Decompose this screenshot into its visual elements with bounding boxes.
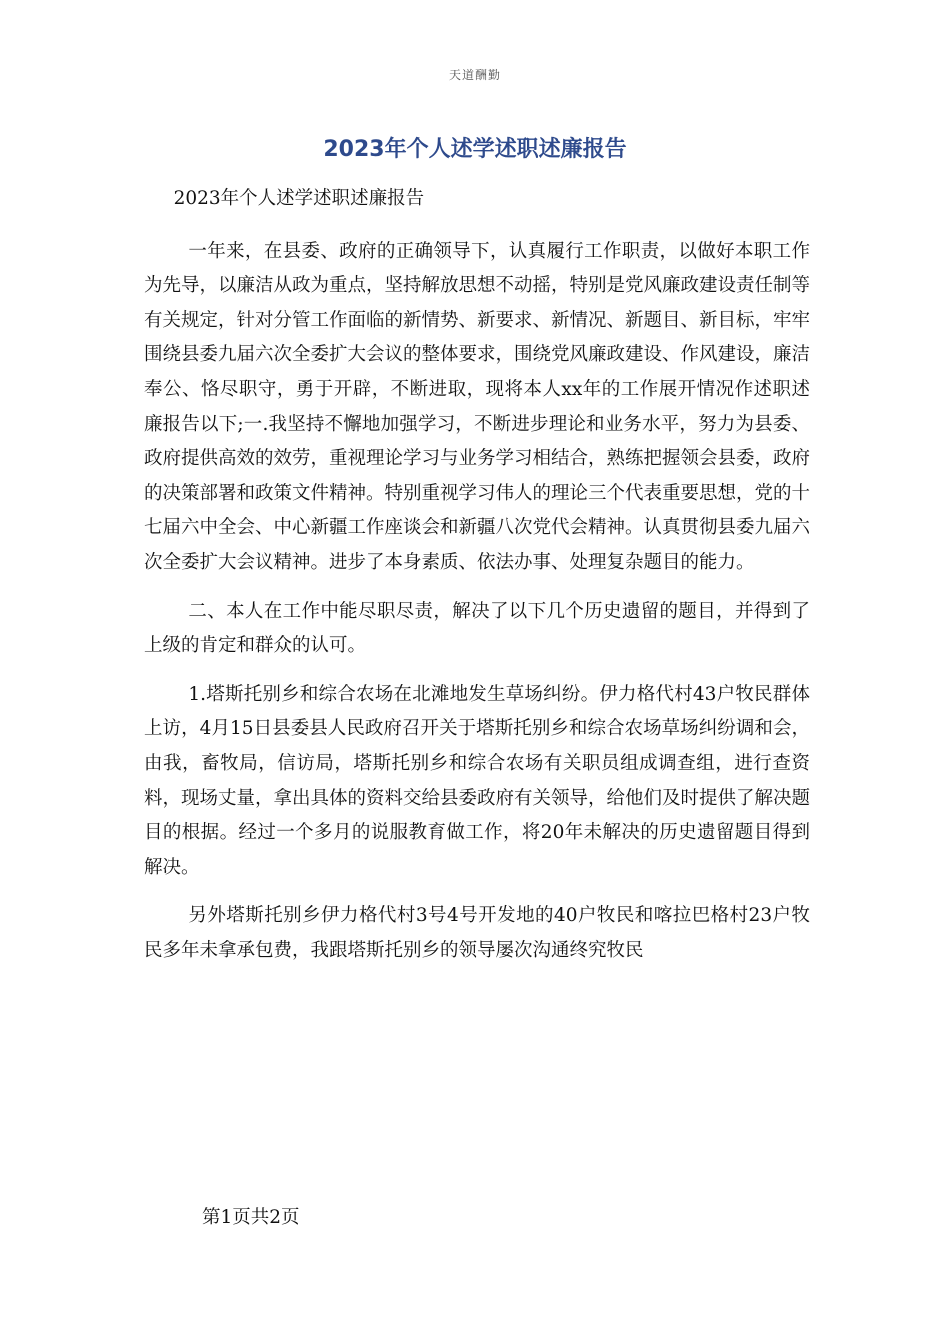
paragraph-1: 一年来，在县委、政府的正确领导下，认真履行工作职责，以做好本职工作为先导，以廉洁从政为重点，坚持解放思想不动摇，特别是党风廉政建设责任制等有关规定，针对分管工作面临的新情势、新要求、新情况、新题目、新目标，牢牢围绕县委九届六次全委扩大会议的整体要求，围绕党风廉政建设、作风建设，廉洁奉公、恪尽职守，勇于开辟，不断进取，现将本人xx年的工作展开情况作述职述廉报告以下;一.我坚持不懈地加强学习，不断进步理论和业务水平，努力为县委、政府提供高效的效劳，重视理论学习与业务学习相结合，熟练把握领会县委，政府的决策部署和政策文件精神。特别重视学习伟人的理论三个代表重要思想，党的十七届六中全会、中心新疆工作座谈会和新疆八次党代会精神。认真贯彻县委九届六次全委扩大会议精神。进步了本身素质、依法办事、处理复杂题目的能力。: [144, 240, 811, 573]
paragraph-3: 1.塔斯托别乡和综合农场在北滩地发生草场纠纷。伊力格代村43户牧民群体上访，4月15日县委县人民政府召开关于塔斯托别乡和综合农场草场纠纷调和会，由我，畜牧局，信访局，塔斯托别乡和综合农场有关职员组成调查组，进行查资料，现场丈量，拿出具体的资料交给县委政府有关领导，给他们及时提供了解决题目的根据。经过一个多月的说服教育做工作，将20年未解决的历史遗留题目得到解决。: [144, 683, 811, 878]
page-number-label: 第1页共2页: [202, 1207, 300, 1228]
header-watermark-text: 天道酬勤: [448, 68, 501, 82]
document-subtitle: 2023年个人述学述职述廉报告: [173, 188, 425, 209]
document-title: 2023年个人述学述职述廉报告: [323, 137, 627, 162]
paragraph-2: 二、本人在工作中能尽职尽责，解决了以下几个历史遗留的题目，并得到了上级的肯定和群众的认可。: [144, 600, 810, 657]
paragraph-4: 另外塔斯托别乡伊力格代村3号4号开发地的40户牧民和喀拉巴格村23户牧民多年未拿承包费，我跟塔斯托别乡的领导屡次沟通终究牧民: [144, 905, 810, 961]
document-body: [144, 182, 810, 982]
